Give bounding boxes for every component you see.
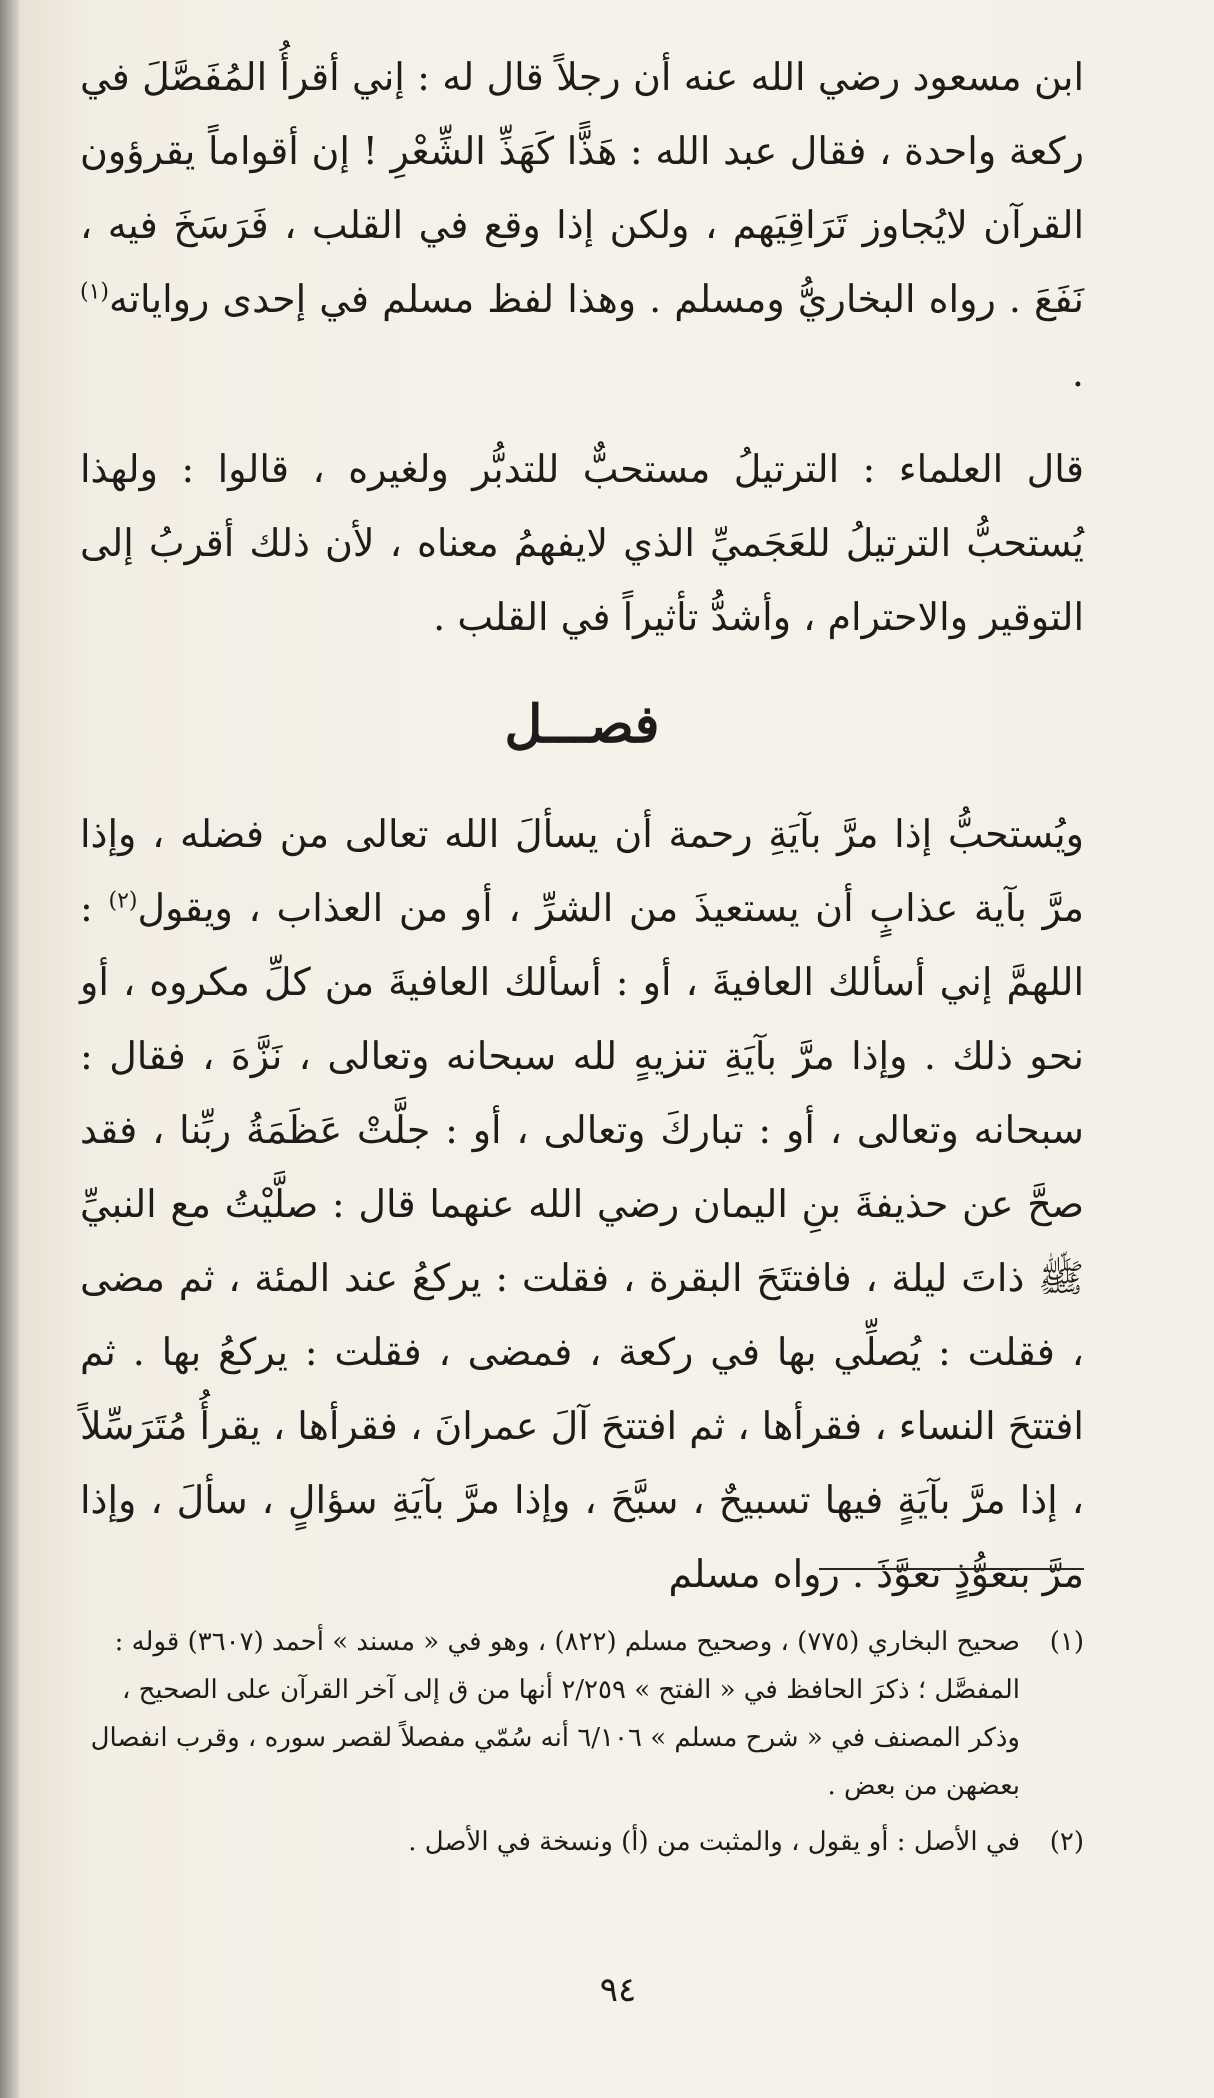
paragraph-text: : اللهمَّ إني أسألك العافيةَ ، أو : أسألك العافيةَ من كلِّ مكروه ، أو نحو ذلك . وإذا مرَّ بآيَةِ تنزيهٍ لله سبحانه وتعالى ، نَزَّهَ ، فقال : سبحانه وتعالى ، أو : تباركَ وتعالى ، أو : جلَّتْ عَظَمَةُ ربِّنا ، فقد صحَّ عن حذيفةَ بنِ اليمان رضي الله عنهما قال : صلَّيْتُ مع النبيِّ ﷺ ذاتَ ليلة ، فافتتَحَ البقرة ، فقلت : يركعُ عند المئة ، ثم مضى ، فقلت : يُصلِّي بها في ركعة ، فمضى ، فقلت : يركعُ بها . ثم افتتحَ النساء ، فقرأها ، ثم افتتحَ آلَ عمرانَ ، فقرأها ، يقرأُ مُتَرَسِّلاً ، إذا مرَّ بآيَةٍ فيها تسبيحٌ ، سبَّحَ ، وإذا مرَّ بآيَةِ سؤالٍ ، سألَ ، وإذا مرَّ بتعوُّذٍ تعوَّذَ . رواه مسلم — [80, 886, 1084, 1596]
footnote-ref-2: (٢) — [108, 888, 138, 914]
paragraph-fasl — [80, 797, 1084, 1611]
page-edge-shadow — [0, 0, 22, 2098]
footnote-line: صحيح البخاري (٧٧٥) ، وصحيح مسلم (٨٢٢) ، وهو في « مسند » أحمد (٣٦٠٧) قوله : المفصَّل ؛ ذكرَ الحافظ في « الفتح » ٢/٢٥٩ أنها من ق إلى آخر القرآن على الصحيح ، وذكر المصنف في « شرح مسلم » ٦/١٠٦ أنه سُمّي مفصلاً لقصر سوره ، وقرب انفصال بعضهن من بعض . — [90, 1627, 1020, 1801]
footnote-separator — [819, 1568, 1084, 1570]
footnote-number: (٢) — [1049, 1827, 1084, 1857]
main-text — [80, 40, 1084, 1611]
footnote-1 — [80, 1618, 1084, 1810]
book-page — [22, 0, 1214, 2098]
page-number: ٩٤ — [599, 1970, 637, 2010]
footnote-number: (١) — [1049, 1627, 1084, 1657]
footnote-body — [408, 1818, 1020, 1866]
footnote-ref-1: (١) — [80, 279, 110, 305]
footnotes — [80, 1618, 1084, 1874]
footnote-body — [80, 1618, 1020, 1810]
paragraph-text: ويُستحبُّ إذا مرَّ بآيَةِ رحمة أن يسألَ الله تعالى من فضله ، وإذا مرَّ بآية عذابٍ أن يستعيذَ من الشرِّ ، أو من العذاب ، ويقول — [80, 812, 1084, 930]
paragraph-hadith-ibn-masud: ابن مسعود رضي الله عنه أن رجلاً قال له : إني أقرأُ المُفَصَّلَ في ركعة واحدة ، فقال عبد الله : هَذًّا كَهَذِّ الشِّعْرِ ! إن أقواماً يقرؤون القرآن لايُجاوز تَرَاقِيَهم ، ولكن إذا وقع في القلب ، فَرَسَخَ فيه ، نَفَعَ . رواه البخاريُّ ومسلم . وهذا لفظ مسلم في إحدى رواياته$^{(١)}$ . — [80, 55, 1084, 395]
footnote-2 — [80, 1818, 1084, 1866]
paragraph-text: ابن مسعود رضي الله عنه أن رجلاً قال له : إني أقرأُ المُفَصَّلَ في ركعة واحدة ، فقال عبد الله : هَذًّا كَهَذِّ الشِّعْرِ ! إن أقواماً يقرؤون القرآن لايُجاوز تَرَاقِيَهم ، ولكن إذا وقع في القلب ، فَرَسَخَ فيه ، نَفَعَ . رواه البخاريُّ ومسلم . وهذا لفظ مسلم في إحدى رواياته — [80, 55, 1084, 321]
section-heading: فصـــل — [504, 694, 660, 755]
paragraph-tartil: قال العلماء : الترتيلُ مستحبٌّ للتدبُّر ولغيره ، قالوا : ولهذا يُستحبُّ الترتيلُ للعَجَميِّ الذي لايفهمُ معناه ، لأن ذلك أقربُ إلى التوقير والاحترام ، وأشدُّ تأثيراً في القلب . — [80, 447, 1084, 639]
footnote-line: في الأصل : أو يقول ، والمثبت من (أ) ونسخة في الأصل . — [408, 1827, 1020, 1857]
